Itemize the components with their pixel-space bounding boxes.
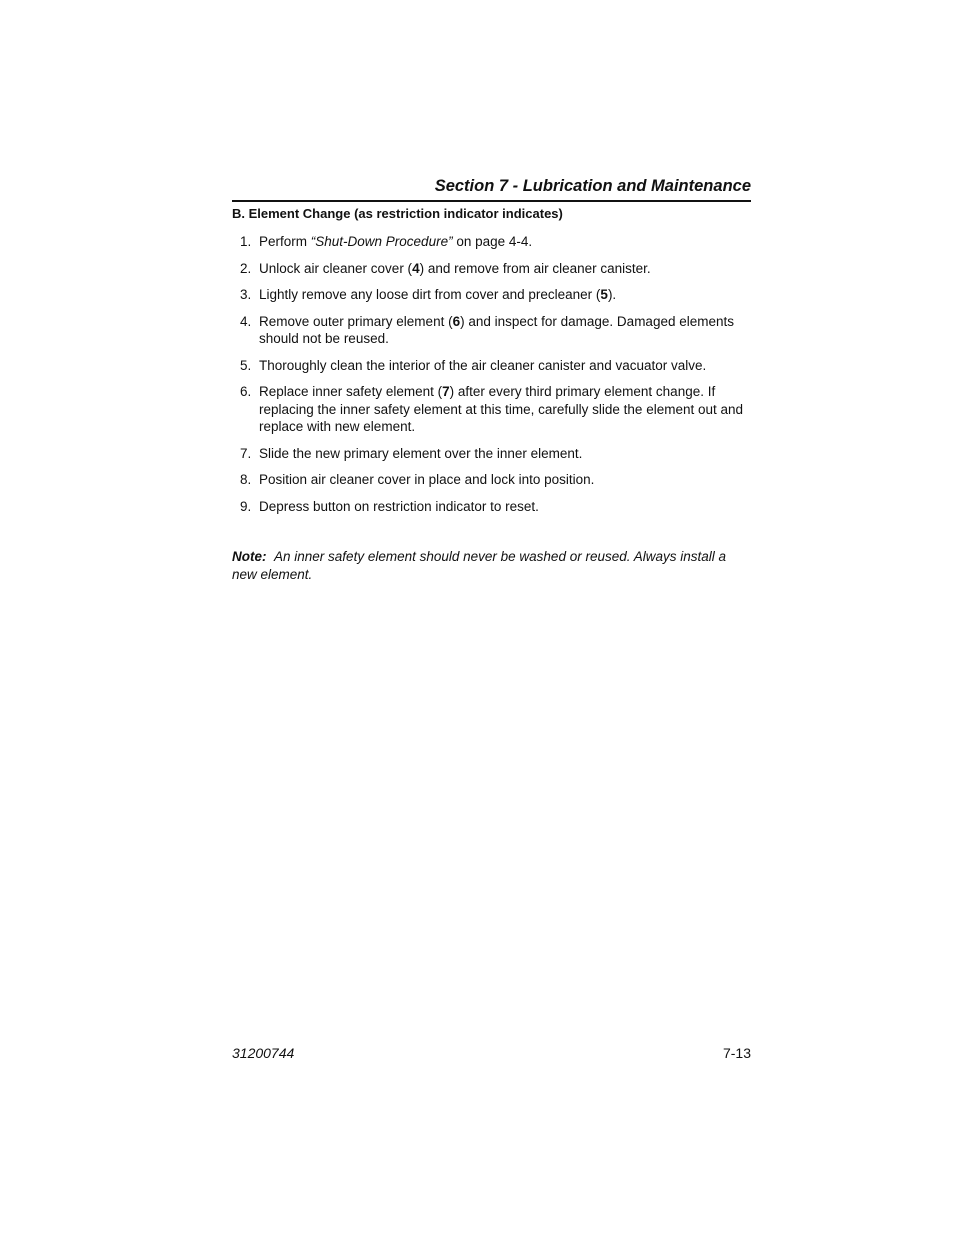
step-text: ). (607, 287, 617, 302)
step-text: ) after every third primary element change. If replacing the inner safety element at this time, carefully slide the element out and replace with new element. (259, 384, 744, 434)
step-number: 6. (240, 384, 252, 399)
step-text: Perform (259, 234, 311, 249)
callout-number: 5 (600, 287, 608, 302)
step-text: Thoroughly clean the interior of the air cleaner canister and vacuator valve. (259, 357, 707, 373)
step-9 (232, 498, 752, 516)
step-1 (232, 233, 752, 251)
step-number: 4. (240, 313, 252, 329)
step-text: Replace inner safety element ( (259, 384, 443, 399)
document-number: 31200744 (232, 1045, 295, 1061)
step-text: Depress button on restriction indicator to reset. (259, 498, 539, 514)
step-text: ) and remove from air cleaner canister. (419, 260, 651, 276)
callout-number: 6 (452, 313, 461, 329)
step-text: Remove outer primary element ( (259, 313, 453, 329)
step-5 (232, 357, 752, 375)
note-label: Note: (232, 549, 267, 564)
procedure-heading: B. Element Change (as restriction indicator indicates) (232, 206, 563, 221)
step-text: Lightly remove any loose dirt from cover and precleaner ( (259, 287, 601, 302)
step-text: Unlock air cleaner cover ( (259, 260, 413, 276)
step-7 (232, 445, 752, 463)
step-text: Position air cleaner cover in place and lock into position. (259, 472, 595, 487)
step-number: 1. (240, 234, 252, 249)
step-4 (232, 313, 752, 348)
procedure-steps (232, 233, 752, 524)
callout-number: 4 (412, 260, 420, 276)
section-header (232, 176, 751, 202)
step-text: ) and inspect for damage. Damaged elements should not be reused. (259, 313, 734, 346)
step-number: 8. (240, 472, 252, 487)
callout-number: 7 (442, 384, 450, 399)
page-number: 7-13 (722, 1045, 751, 1061)
note-text: An inner safety element should never be washed or reused. Always install a new element. (232, 549, 727, 582)
step-number: 2. (240, 260, 252, 276)
cross-reference: “Shut-Down Procedure” (310, 234, 453, 249)
step-3 (232, 286, 752, 304)
section-title: Section 7 - Lubrication and Maintenance (434, 177, 751, 195)
step-text: Slide the new primary element over the inner element. (259, 445, 583, 461)
step-6 (232, 383, 752, 436)
step-8 (232, 471, 752, 489)
step-text: on page 4-4. (452, 234, 533, 249)
step-number: 9. (240, 498, 252, 514)
step-number: 7. (240, 445, 252, 461)
note (232, 548, 752, 583)
step-number: 3. (240, 287, 252, 302)
step-2 (232, 260, 752, 278)
step-number: 5. (240, 357, 252, 373)
